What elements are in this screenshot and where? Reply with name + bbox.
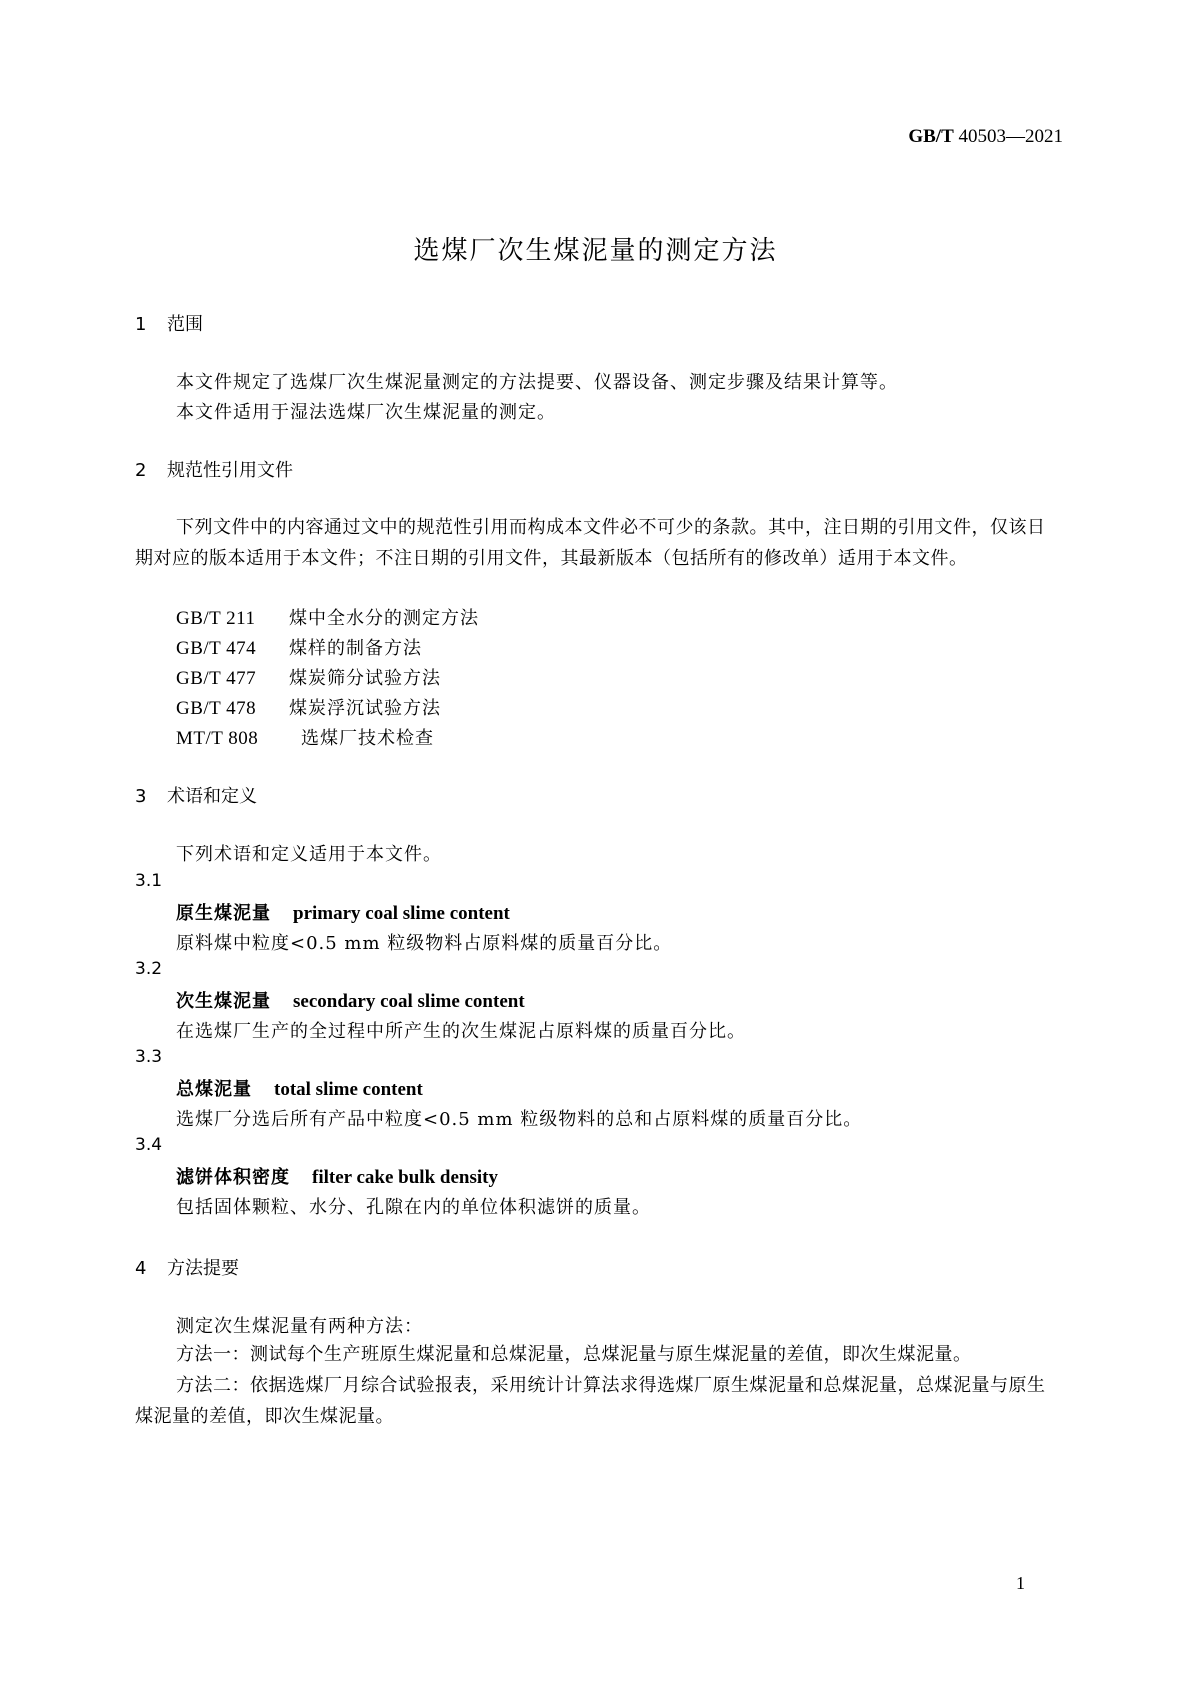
reference-code: MT/T 808 xyxy=(176,728,259,749)
term-definition: 包括固体颗粒、水分、孔隙在内的单位体积滤饼的质量。 xyxy=(176,1197,651,1218)
section-title: 方法提要 xyxy=(167,1258,239,1279)
reference-item xyxy=(176,634,422,660)
term-definition: 在选煤厂生产的全过程中所产生的次生煤泥占原料煤的质量百分比。 xyxy=(176,1021,746,1042)
term-definition: 选煤厂分选后所有产品中粒度<0.5 mm 粒级物料的总和占原料煤的质量百分比。 xyxy=(176,1109,863,1130)
term-english: filter cake bulk density xyxy=(312,1167,498,1188)
reference-title: 煤样的制备方法 xyxy=(289,638,422,659)
term-chinese: 原生煤泥量 xyxy=(176,903,271,924)
section-number: 1 xyxy=(135,314,147,335)
reference-code: GB/T 478 xyxy=(176,698,257,719)
section-number: 4 xyxy=(135,1258,147,1279)
term-definition: 原料煤中粒度<0.5 mm 粒级物料占原料煤的质量百分比。 xyxy=(176,933,673,954)
paragraph: 下列文件中的内容通过文中的规范性引用而构成本文件必不可少的条款。其中，注日期的引用文件，仅该日期对应的版本适用于本文件；不注日期的引用文件，其最新版本（包括所有的修改单）适用于本文件。 xyxy=(135,517,1046,569)
term-number: 3.4 xyxy=(135,1135,163,1155)
term-heading xyxy=(176,1163,498,1189)
reference-title: 煤中全水分的测定方法 xyxy=(289,608,479,629)
term-number: 3.2 xyxy=(135,959,163,979)
reference-item xyxy=(176,664,441,690)
section-number: 2 xyxy=(135,460,147,481)
term-heading xyxy=(176,1075,423,1101)
term-english: primary coal slime content xyxy=(293,903,510,924)
paragraph: 本文件适用于湿法选煤厂次生煤泥量的测定。 xyxy=(176,402,556,423)
section-title: 范围 xyxy=(167,314,203,335)
term-number: 3.3 xyxy=(135,1047,163,1067)
paragraph: 本文件规定了选煤厂次生煤泥量测定的方法提要、仪器设备、测定步骤及结果计算等。 xyxy=(176,372,898,393)
section-3-heading xyxy=(135,782,257,808)
standard-code: 40503—2021 xyxy=(958,126,1063,147)
term-chinese: 次生煤泥量 xyxy=(176,991,271,1012)
section-4-heading xyxy=(135,1254,239,1280)
standard-prefix: GB/T xyxy=(908,126,954,147)
section-title: 术语和定义 xyxy=(167,786,257,807)
paragraph: 方法二：依据选煤厂月综合试验报表，采用统计计算法求得选煤厂原生煤泥量和总煤泥量，总煤泥量与原生煤泥量的差值，即次生煤泥量。 xyxy=(135,1375,1046,1427)
reference-title: 选煤厂技术检查 xyxy=(301,728,434,749)
term-number: 3.1 xyxy=(135,871,163,891)
paragraph: 测定次生煤泥量有两种方法： xyxy=(176,1316,423,1337)
document-title: 选煤厂次生煤泥量的测定方法 xyxy=(413,236,778,266)
reference-code: GB/T 474 xyxy=(176,638,257,659)
reference-title: 煤炭筛分试验方法 xyxy=(289,668,441,689)
reference-title: 煤炭浮沉试验方法 xyxy=(289,698,441,719)
section-title: 规范性引用文件 xyxy=(167,460,293,481)
section-1-heading xyxy=(135,310,203,336)
section-number: 3 xyxy=(135,786,147,807)
section-2-heading xyxy=(135,456,293,482)
paragraph: 下列术语和定义适用于本文件。 xyxy=(176,844,442,865)
reference-code: GB/T 477 xyxy=(176,668,257,689)
reference-item xyxy=(176,724,434,750)
standard-number xyxy=(908,126,1063,148)
term-english: secondary coal slime content xyxy=(293,991,525,1012)
page-number: 1 xyxy=(1016,1573,1025,1593)
reference-item xyxy=(176,694,441,720)
term-chinese: 总煤泥量 xyxy=(176,1079,252,1100)
reference-item xyxy=(176,604,479,630)
term-english: total slime content xyxy=(274,1079,423,1100)
reference-code: GB/T 211 xyxy=(176,608,256,629)
term-chinese: 滤饼体积密度 xyxy=(176,1167,290,1188)
paragraph: 方法一：测试每个生产班原生煤泥量和总煤泥量，总煤泥量与原生煤泥量的差值，即次生煤泥量。 xyxy=(176,1344,972,1365)
term-heading xyxy=(176,987,525,1013)
term-heading xyxy=(176,899,510,925)
